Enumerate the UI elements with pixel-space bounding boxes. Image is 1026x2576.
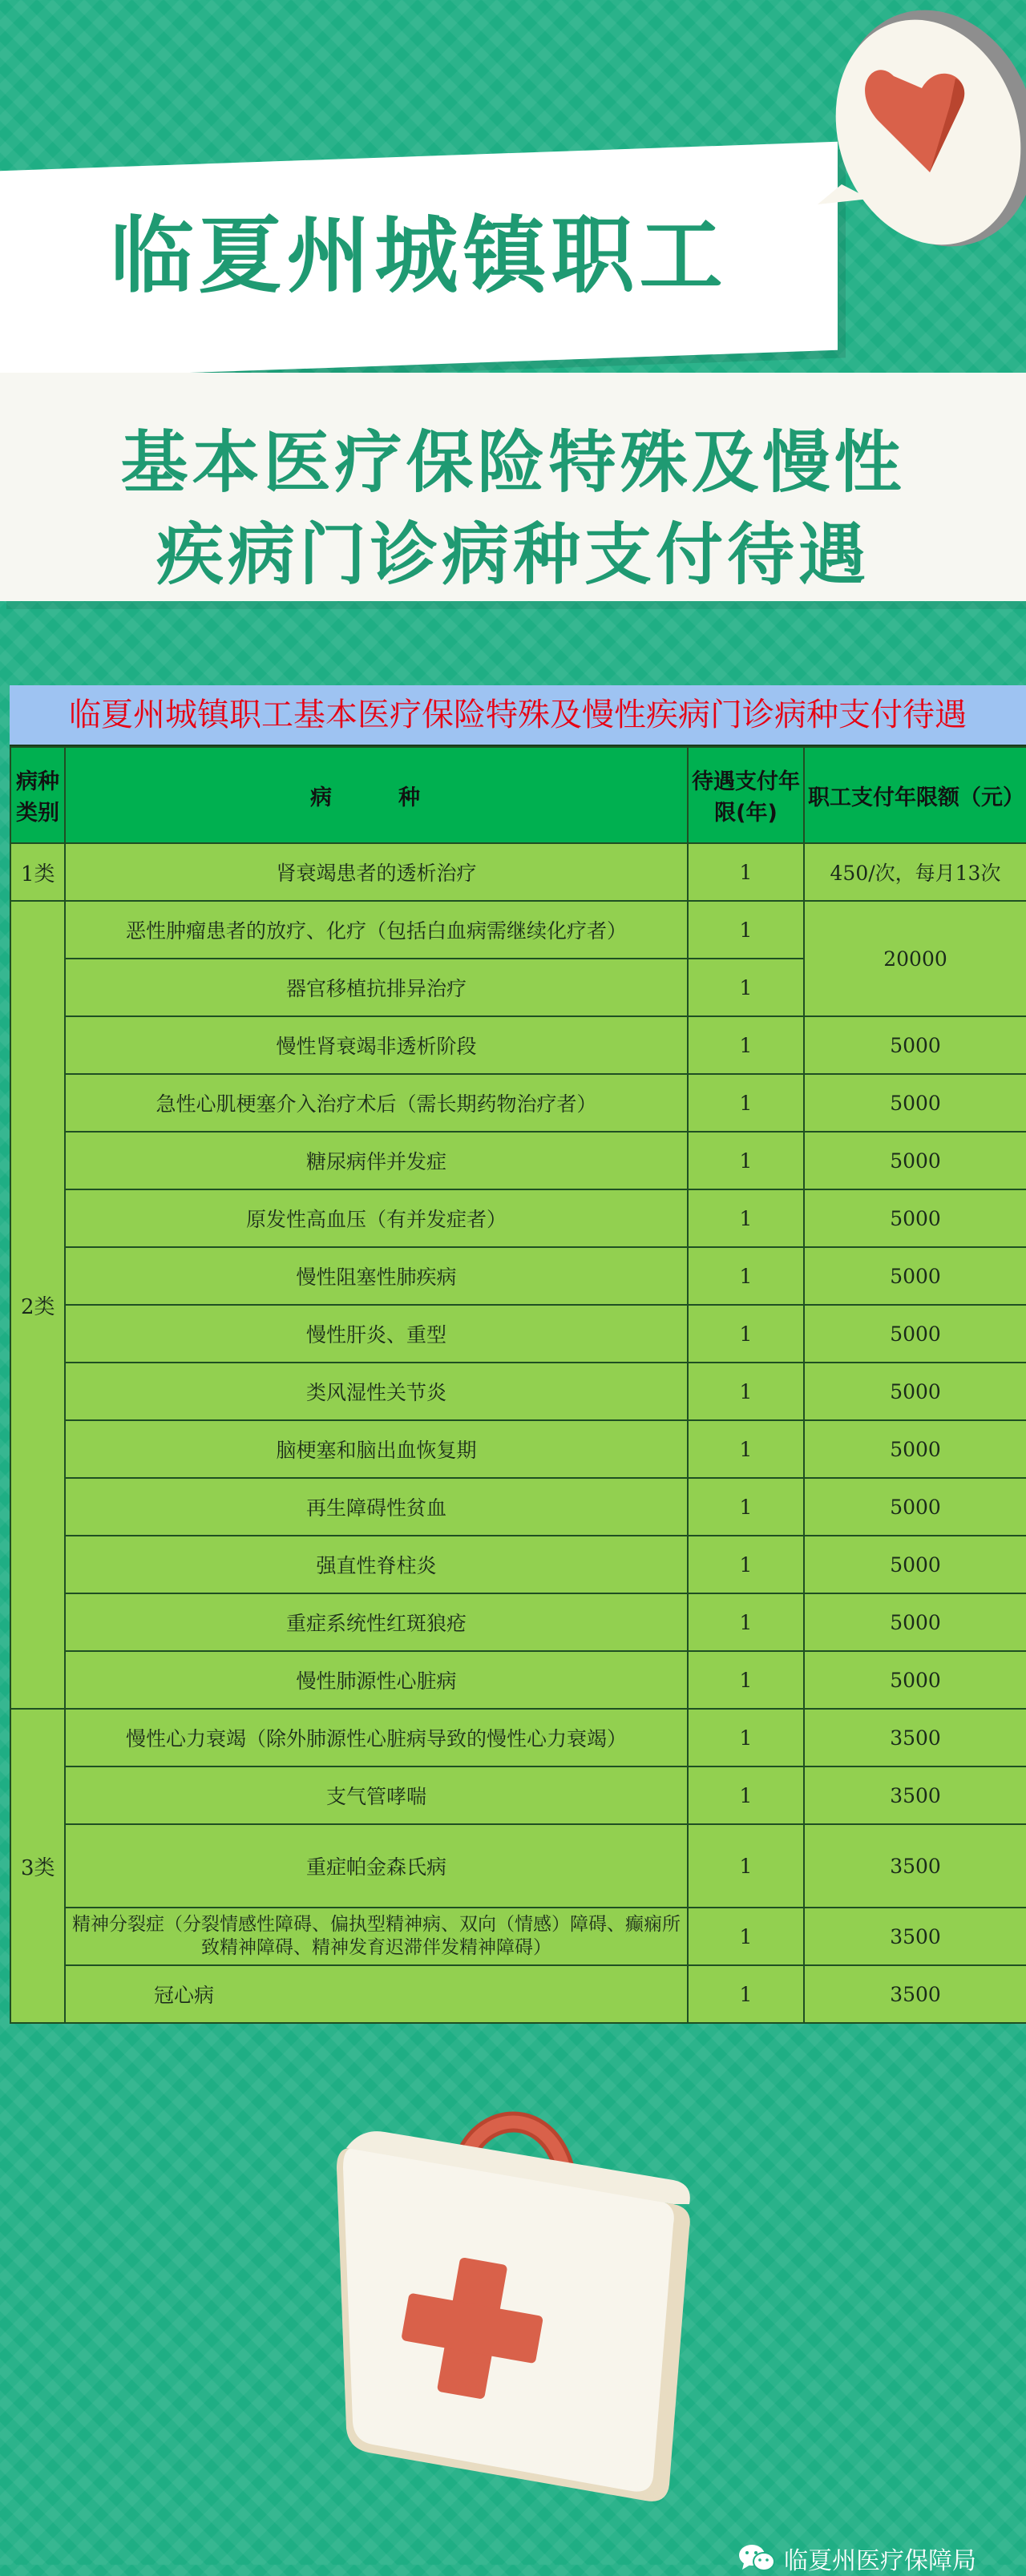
table-row (10, 1908, 1026, 1965)
table-row (10, 843, 1026, 901)
benefits-table (10, 685, 1026, 2024)
table-row (10, 1189, 1026, 1247)
years-cell: 1 (688, 1074, 804, 1132)
limit-cell: 5000 (804, 1420, 1026, 1478)
years-cell: 1 (688, 1420, 804, 1478)
table-row (10, 1247, 1026, 1305)
years-cell: 1 (688, 1247, 804, 1305)
account-name: 临夏州医疗保障局 (784, 2547, 976, 2575)
disease-cell: 脑梗塞和脑出血恢复期 (65, 1420, 688, 1478)
years-cell: 1 (688, 1132, 804, 1189)
table-caption: 临夏州城镇职工基本医疗保险特殊及慢性疾病门诊病种支付待遇 (10, 685, 1026, 746)
limit-cell: 20000 (804, 901, 1026, 1016)
disease-cell: 支气管哮喘 (65, 1766, 688, 1824)
speech-bubble-heart-icon (810, 0, 1026, 264)
disease-cell: 冠心病 (65, 1965, 688, 2023)
disease-cell: 器官移植抗排异治疗 (65, 959, 688, 1016)
disease-cell: 慢性肺源性心脏病 (65, 1651, 688, 1709)
years-cell: 1 (688, 843, 804, 901)
limit-cell: 3500 (804, 1908, 1026, 1965)
table-row (10, 1824, 1026, 1908)
years-cell: 1 (688, 1536, 804, 1593)
years-cell: 1 (688, 1965, 804, 2023)
table-row (10, 1651, 1026, 1709)
limit-cell: 3500 (804, 1965, 1026, 2023)
disease-cell: 再生障碍性贫血 (65, 1478, 688, 1536)
years-cell: 1 (688, 1766, 804, 1824)
years-cell: 1 (688, 1709, 804, 1766)
category-cell: 1类 (10, 843, 65, 901)
limit-cell: 5000 (804, 1189, 1026, 1247)
disease-cell: 慢性肾衰竭非透析阶段 (65, 1016, 688, 1074)
table-row (10, 1132, 1026, 1189)
limit-cell: 5000 (804, 1363, 1026, 1420)
disease-cell: 急性心肌梗塞介入治疗术后（需长期药物治疗者） (65, 1074, 688, 1132)
limit-cell: 3500 (804, 1709, 1026, 1766)
page-title: 临夏州城镇职工 (110, 207, 728, 305)
table-row (10, 1709, 1026, 1766)
subtitle-line-1: 基本医疗保险特殊及慢性 (120, 423, 906, 502)
disease-cell: 类风湿性关节炎 (65, 1363, 688, 1420)
table-row (10, 1536, 1026, 1593)
header-category: 病种类别 (10, 747, 65, 843)
limit-cell: 3500 (804, 1824, 1026, 1908)
table-row (10, 1766, 1026, 1824)
disease-cell: 慢性心力衰竭（除外肺源性心脏病导致的慢性心力衰竭） (65, 1709, 688, 1766)
header-years: 待遇支付年限(年) (688, 747, 804, 843)
disease-cell: 重症系统性红斑狼疮 (65, 1593, 688, 1651)
years-cell: 1 (688, 1363, 804, 1420)
limit-cell: 5000 (804, 1536, 1026, 1593)
table-row (10, 1965, 1026, 2023)
table-row (10, 1593, 1026, 1651)
years-cell: 1 (688, 1593, 804, 1651)
limit-cell: 5000 (804, 1593, 1026, 1651)
disease-cell: 慢性阻塞性肺疾病 (65, 1247, 688, 1305)
table-row (10, 1363, 1026, 1420)
years-cell: 1 (688, 1824, 804, 1908)
disease-cell: 强直性脊柱炎 (65, 1536, 688, 1593)
years-cell: 1 (688, 1651, 804, 1709)
years-cell: 1 (688, 1189, 804, 1247)
disease-cell: 精神分裂症（分裂情感性障碍、偏执型精神病、双向（情感）障碍、癫痫所致精神障碍、精神发育迟滞伴发精神障碍） (65, 1908, 688, 1965)
table-header-row (10, 747, 1026, 843)
disease-cell: 原发性高血压（有并发症者） (65, 1189, 688, 1247)
table-row (10, 1305, 1026, 1363)
benefits-grid (10, 746, 1026, 2024)
category-cell: 3类 (10, 1709, 65, 2023)
table-row (10, 901, 1026, 959)
years-cell: 1 (688, 901, 804, 959)
years-cell: 1 (688, 959, 804, 1016)
disease-cell: 恶性肿瘤患者的放疗、化疗（包括白血病需继续化疗者） (65, 901, 688, 959)
years-cell: 1 (688, 1478, 804, 1536)
limit-cell: 5000 (804, 1651, 1026, 1709)
limit-cell: 3500 (804, 1766, 1026, 1824)
limit-cell: 450/次，每月13次 (804, 843, 1026, 901)
table-row (10, 1074, 1026, 1132)
limit-cell: 5000 (804, 1016, 1026, 1074)
disease-cell: 慢性肝炎、重型 (65, 1305, 688, 1363)
limit-cell: 5000 (804, 1132, 1026, 1189)
years-cell: 1 (688, 1016, 804, 1074)
header-disease: 病 种 (65, 747, 688, 843)
years-cell: 1 (688, 1305, 804, 1363)
disease-cell: 肾衰竭患者的透析治疗 (65, 843, 688, 901)
header-limit: 职工支付年限额（元） (804, 747, 1026, 843)
subtitle-line-2: 疾病门诊病种支付待遇 (156, 515, 870, 594)
limit-cell: 5000 (804, 1247, 1026, 1305)
header-banner (0, 0, 1026, 681)
wechat-icon (737, 2542, 776, 2574)
table-row (10, 1420, 1026, 1478)
first-aid-kit-icon (337, 2084, 705, 2517)
table-row (10, 1016, 1026, 1074)
disease-cell: 糖尿病伴并发症 (65, 1132, 688, 1189)
disease-cell: 重症帕金森氏病 (65, 1824, 688, 1908)
limit-cell: 5000 (804, 1305, 1026, 1363)
footer-attribution (737, 2542, 976, 2574)
category-cell: 2类 (10, 901, 65, 1709)
limit-cell: 5000 (804, 1074, 1026, 1132)
years-cell: 1 (688, 1908, 804, 1965)
limit-cell: 5000 (804, 1478, 1026, 1536)
table-row (10, 1478, 1026, 1536)
